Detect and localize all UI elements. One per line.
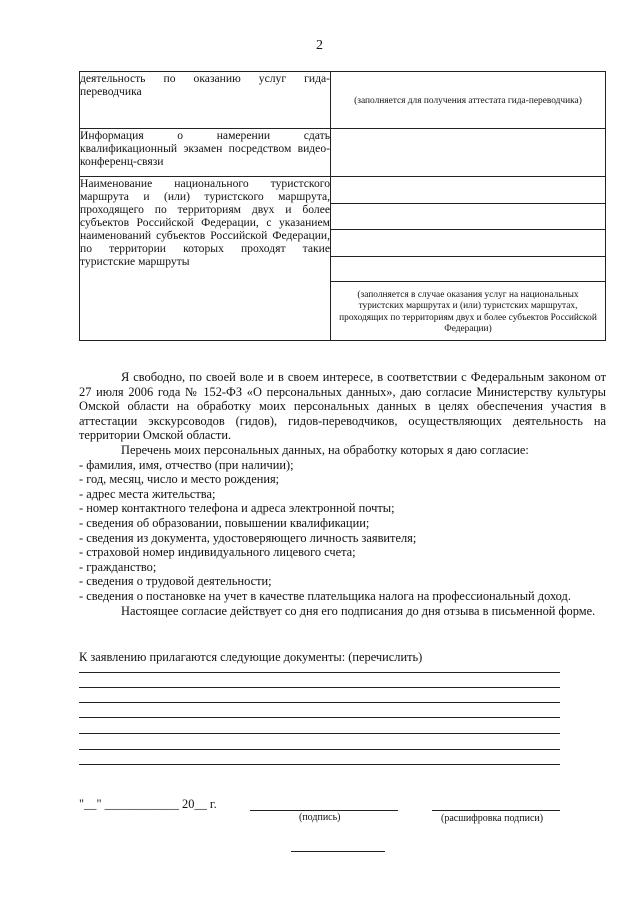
- route-line[interactable]: [331, 230, 605, 257]
- decryption-line[interactable]: [432, 810, 560, 811]
- table-row-routes: [80, 177, 606, 341]
- list-item: - адрес места жительства;: [79, 486, 216, 501]
- attachments-label: К заявлению прилагаются следующие документы: (перечислить): [79, 650, 423, 664]
- attachment-line[interactable]: [79, 733, 560, 734]
- list-item: - гражданство;: [79, 559, 157, 574]
- table-row-videoconference: [80, 129, 606, 177]
- list-item: - страховой номер индивидуального лицевого счета;: [79, 545, 356, 560]
- list-item: - номер контактного телефона и адреса электронной почты;: [79, 501, 395, 516]
- attachment-line[interactable]: [79, 687, 560, 688]
- consent-paragraph: Я свободно, по своей воле и в своем интересе, в соответствии с Федеральным законом от 27 июля 2006 года № 152-ФЗ «О персональных данных», даю согласие Министерству культуры Омской области на обработку моих персональных данных в целях обеспечения участия в аттестации экскурсоводов (гидов), гидов-переводчиков, осуществляющих деятельность на территории Омской области.: [79, 370, 606, 443]
- attachment-line[interactable]: [79, 717, 560, 718]
- consent-section: [79, 370, 606, 618]
- tourist-routes-field[interactable]: [331, 177, 606, 341]
- table-row-interpreter: [80, 72, 606, 129]
- route-line[interactable]: [331, 204, 605, 231]
- tourist-routes-label: Наименование национального туристского маршрута и (или) туристского маршрута, проходящего по территориям двух и более субъектов Российской Федерации, с указанием наименований субъектов Российской Федерации, по территории которых проходят такие туристские маршруты: [80, 177, 331, 341]
- route-line[interactable]: [331, 257, 605, 282]
- attachment-line[interactable]: [79, 672, 560, 673]
- interpreter-activity-field[interactable]: [331, 72, 606, 129]
- interpreter-activity-label: деятельность по оказанию услуг гида-переводчика: [80, 72, 331, 129]
- divider: [291, 851, 385, 852]
- videoconference-label: Информация о намерении сдать квалификационный экзамен посредством видео-конференц-связи: [80, 129, 331, 177]
- validity-paragraph: Настоящее согласие действует со дня его подписания до дня отзыва в письменной форме.: [121, 603, 596, 618]
- decryption-caption: (расшифровка подписи): [441, 813, 544, 824]
- data-list-intro: Перечень моих персональных данных, на обработку которых я даю согласие:: [121, 442, 529, 457]
- interpreter-activity-hint: (заполняется для получения аттестата гида-переводчика): [354, 96, 582, 106]
- page-number: 2: [316, 38, 323, 53]
- application-table: [79, 71, 606, 341]
- signature-line[interactable]: [250, 810, 398, 811]
- attachment-line[interactable]: [79, 764, 560, 765]
- tourist-routes-hint: (заполняется в случае оказания услуг на национальных туристских маршрутах и (или) туристских маршрутах, проходящих по территориям двух и более субъектов Российской Федерации): [339, 289, 597, 334]
- videoconference-field[interactable]: [331, 129, 606, 177]
- list-item: - фамилия, имя, отчество (при наличии);: [79, 457, 294, 472]
- route-line[interactable]: [331, 177, 605, 204]
- list-item: - сведения из документа, удостоверяющего личность заявителя;: [79, 530, 417, 545]
- date-field[interactable]: "__" ____________ 20__ г.: [79, 797, 217, 811]
- list-item: - сведения об образовании, повышении квалификации;: [79, 515, 370, 530]
- list-item: - год, месяц, число и место рождения;: [79, 472, 280, 487]
- list-item: - сведения о трудовой деятельности;: [79, 574, 272, 589]
- attachment-line[interactable]: [79, 702, 560, 703]
- attachment-line[interactable]: [79, 749, 560, 750]
- signature-caption: (подпись): [299, 812, 341, 823]
- list-item: - сведения о постановке на учет в качестве плательщика налога на профессиональный доход.: [79, 588, 571, 603]
